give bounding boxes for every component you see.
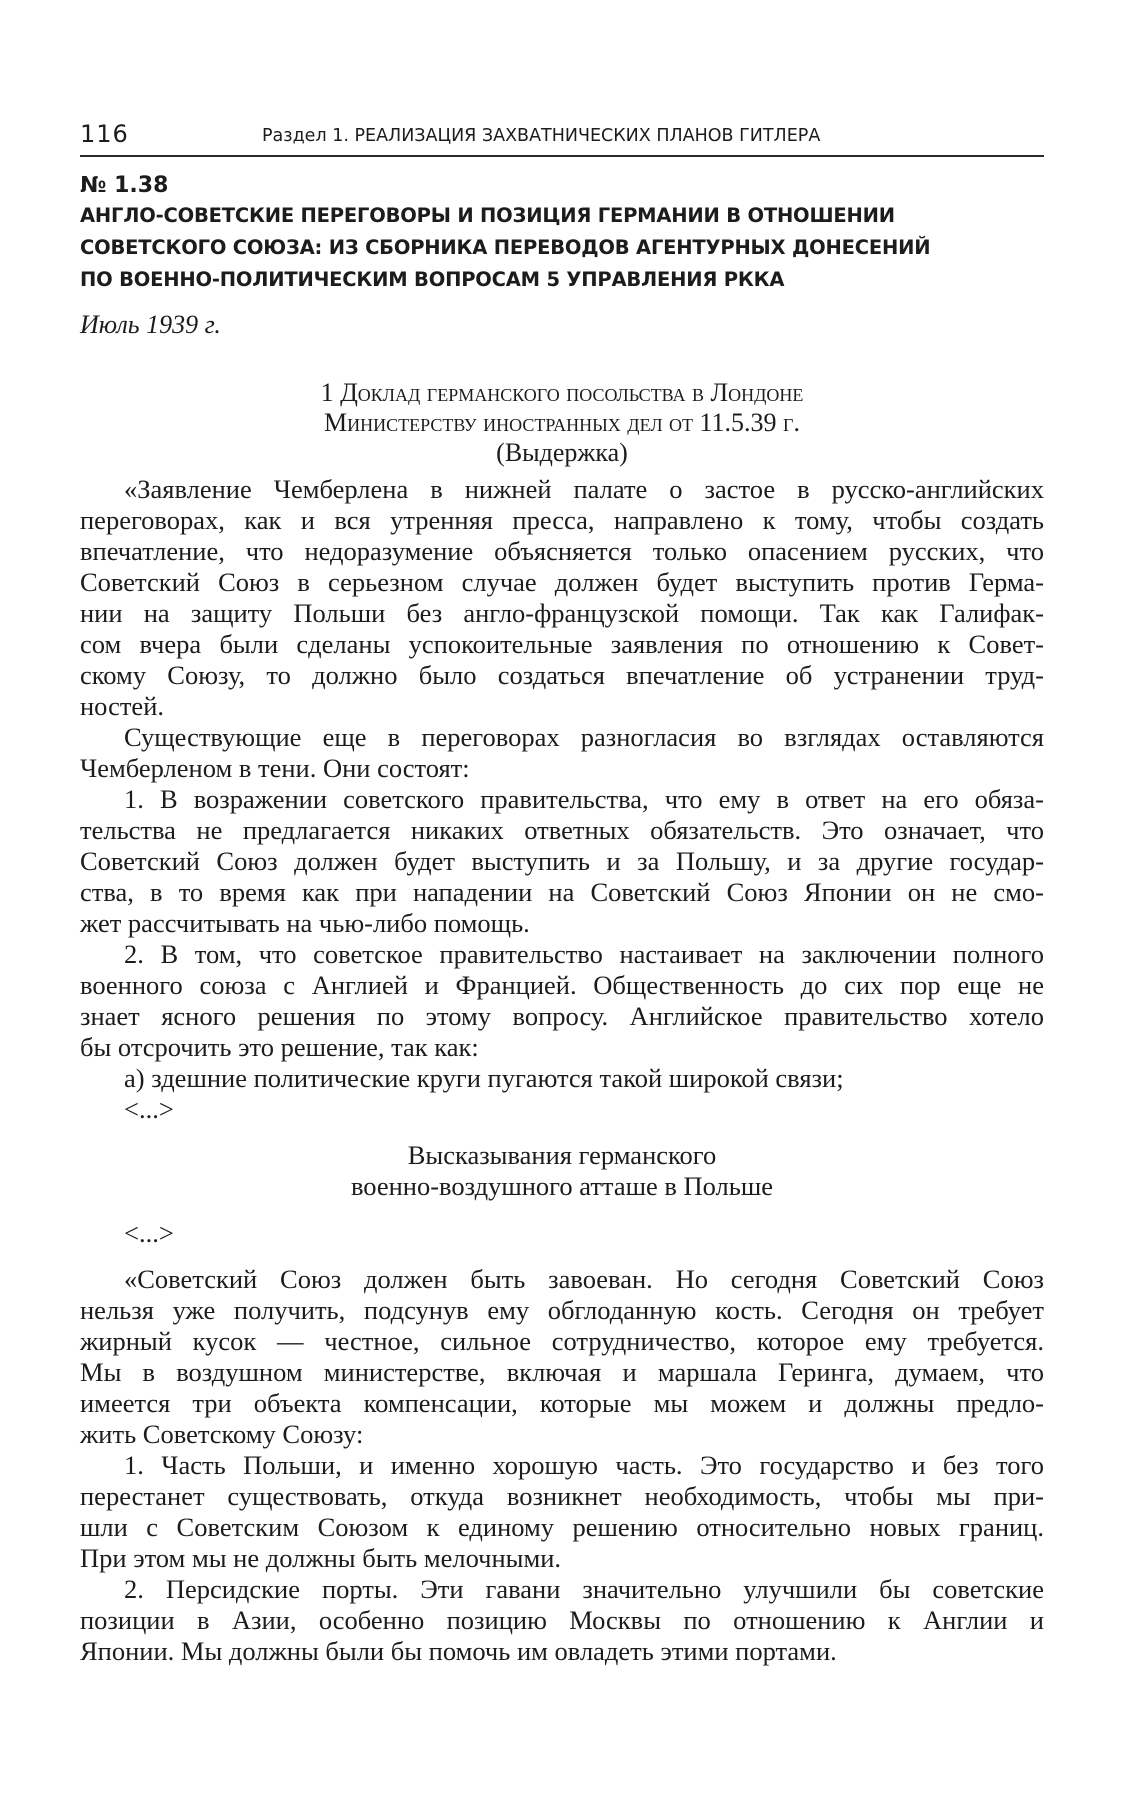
text-line: впечатление, что недоразумение объясняется только опасением русских, что: [80, 536, 1044, 566]
text-line: нии на защиту Польши без англо-французской помощи. Так как Галифак-: [80, 598, 1044, 628]
report-excerpt-label: (Выдержка): [496, 438, 628, 467]
text-line: 2. В том, что советское правительство настаивает на заключении полного: [124, 939, 1044, 969]
text-line: военного союза с Англией и Францией. Общественность до сих пор еще не: [80, 970, 1044, 1000]
section-title: Раздел 1. РЕАЛИЗАЦИЯ ЗАХВАТНИЧЕСКИХ ПЛАНОВ ГИТЛЕРА: [262, 126, 821, 146]
text-line: бы отсрочить это решение, так как:: [80, 1032, 479, 1062]
report-heading: [80, 378, 1044, 468]
document-title-line: ПО ВОЕННО-ПОЛИТИЧЕСКИМ ВОПРОСАМ 5 УПРАВЛЕНИЯ РККА: [80, 268, 785, 291]
paragraph-5: [80, 1063, 1044, 1094]
report-heading-line: 1 Доклад германского посольства в Лондоне: [320, 378, 804, 407]
text-line: При этом мы не должны быть мелочными.: [80, 1543, 562, 1573]
text-line: «Заявление Чемберлена в нижней палате о застое в русско-английских: [124, 474, 1044, 504]
paragraph-2: [80, 722, 1044, 784]
text-line: Чемберленом в тени. Они состоят:: [80, 753, 470, 783]
text-line: ностей.: [80, 691, 165, 721]
text-line: 1. В возражении советского правительства, что ему в ответ на его обяза-: [124, 784, 1044, 814]
subheading-line: Высказывания германского: [407, 1140, 717, 1170]
paragraph-3: [80, 784, 1044, 939]
text-line: шли с Советским Союзом к единому решению относительно новых границ.: [80, 1512, 1044, 1542]
text-line: жирный кусок — честное, сильное сотрудничество, которое ему требуется.: [80, 1326, 1044, 1356]
text-line: перестанет существовать, откуда возникнет необходимость, чтобы мы при-: [80, 1481, 1044, 1511]
paragraph-1: [80, 474, 1044, 722]
document-date: Июль 1939 г.: [80, 310, 221, 339]
text-line: жет рассчитывать на чью-либо помощь.: [80, 908, 530, 938]
text-line: 2. Персидские порты. Эти гавани значительно улучшили бы советские: [124, 1574, 1044, 1604]
document-title-line: СОВЕТСКОГО СОЮЗА: ИЗ СБОРНИКА ПЕРЕВОДОВ АГЕНТУРНЫХ ДОНЕСЕНИЙ: [80, 236, 931, 259]
text-line: а) здешние политические круги пугаются такой широкой связи;: [124, 1063, 844, 1093]
text-line: тельства не предлагается никаких ответных обязательств. Это означает, что: [80, 815, 1044, 845]
text-line: Советский Союз должен будет выступить и за Польшу, и за другие государ-: [80, 846, 1044, 876]
text-line: Мы в воздушном министерстве, включая и маршала Геринга, думаем, что: [80, 1357, 1044, 1387]
paragraph-4: [80, 939, 1044, 1063]
document-title-line: АНГЛО-СОВЕТСКИЕ ПЕРЕГОВОРЫ И ПОЗИЦИЯ ГЕРМАНИИ В ОТНОШЕНИИ: [80, 204, 895, 227]
report-heading-line: Министерству иностранных дел от 11.5.39 г.: [324, 408, 800, 437]
subheading: [80, 1140, 1044, 1202]
text-line: нельзя уже получить, подсунув ему обглоданную кость. Сегодня он требует: [80, 1295, 1044, 1325]
paragraph-7: [80, 1450, 1044, 1574]
document-number: № 1.38: [80, 173, 169, 198]
running-header: [80, 119, 1044, 157]
text-line: имеется три объекта компенсации, которые мы можем и должны предло-: [80, 1388, 1044, 1418]
omission-mark: <...>: [124, 1218, 174, 1248]
text-line: Существующие еще в переговорах разногласия во взглядах оставляются: [124, 722, 1044, 752]
text-line: Советский Союз в серьезном случае должен будет выступить против Герма-: [80, 567, 1044, 597]
text-line: позиции в Азии, особенно позицию Москвы по отношению к Англии и: [80, 1605, 1044, 1635]
paragraph-6: [80, 1264, 1044, 1450]
text-line: 1. Часть Польши, и именно хорошую часть. Это государство и без того: [124, 1450, 1044, 1480]
text-line: «Советский Союз должен быть завоеван. Но сегодня Советский Союз: [124, 1264, 1044, 1294]
text-line: сом вчера были сделаны успокоительные заявления по отношению к Совет-: [80, 629, 1044, 659]
omission-mark: <...>: [124, 1094, 174, 1124]
text-line: жить Советскому Союзу:: [80, 1419, 364, 1449]
page-number: 116: [80, 120, 129, 148]
text-line: переговорах, как и вся утренняя пресса, направлено к тому, чтобы создать: [80, 505, 1044, 535]
text-line: Японии. Мы должны были бы помочь им овладеть этими портами.: [80, 1636, 837, 1666]
document-title: [80, 200, 1060, 296]
subheading-line: военно-воздушного атташе в Польше: [350, 1171, 774, 1201]
text-line: ства, в то время как при нападении на Советский Союз Японии он не смо-: [80, 877, 1044, 907]
text-line: скому Союзу, то должно было создаться впечатление об устранении труд-: [80, 660, 1044, 690]
text-line: знает ясного решения по этому вопросу. Английское правительство хотело: [80, 1001, 1044, 1031]
paragraph-8: [80, 1574, 1044, 1667]
